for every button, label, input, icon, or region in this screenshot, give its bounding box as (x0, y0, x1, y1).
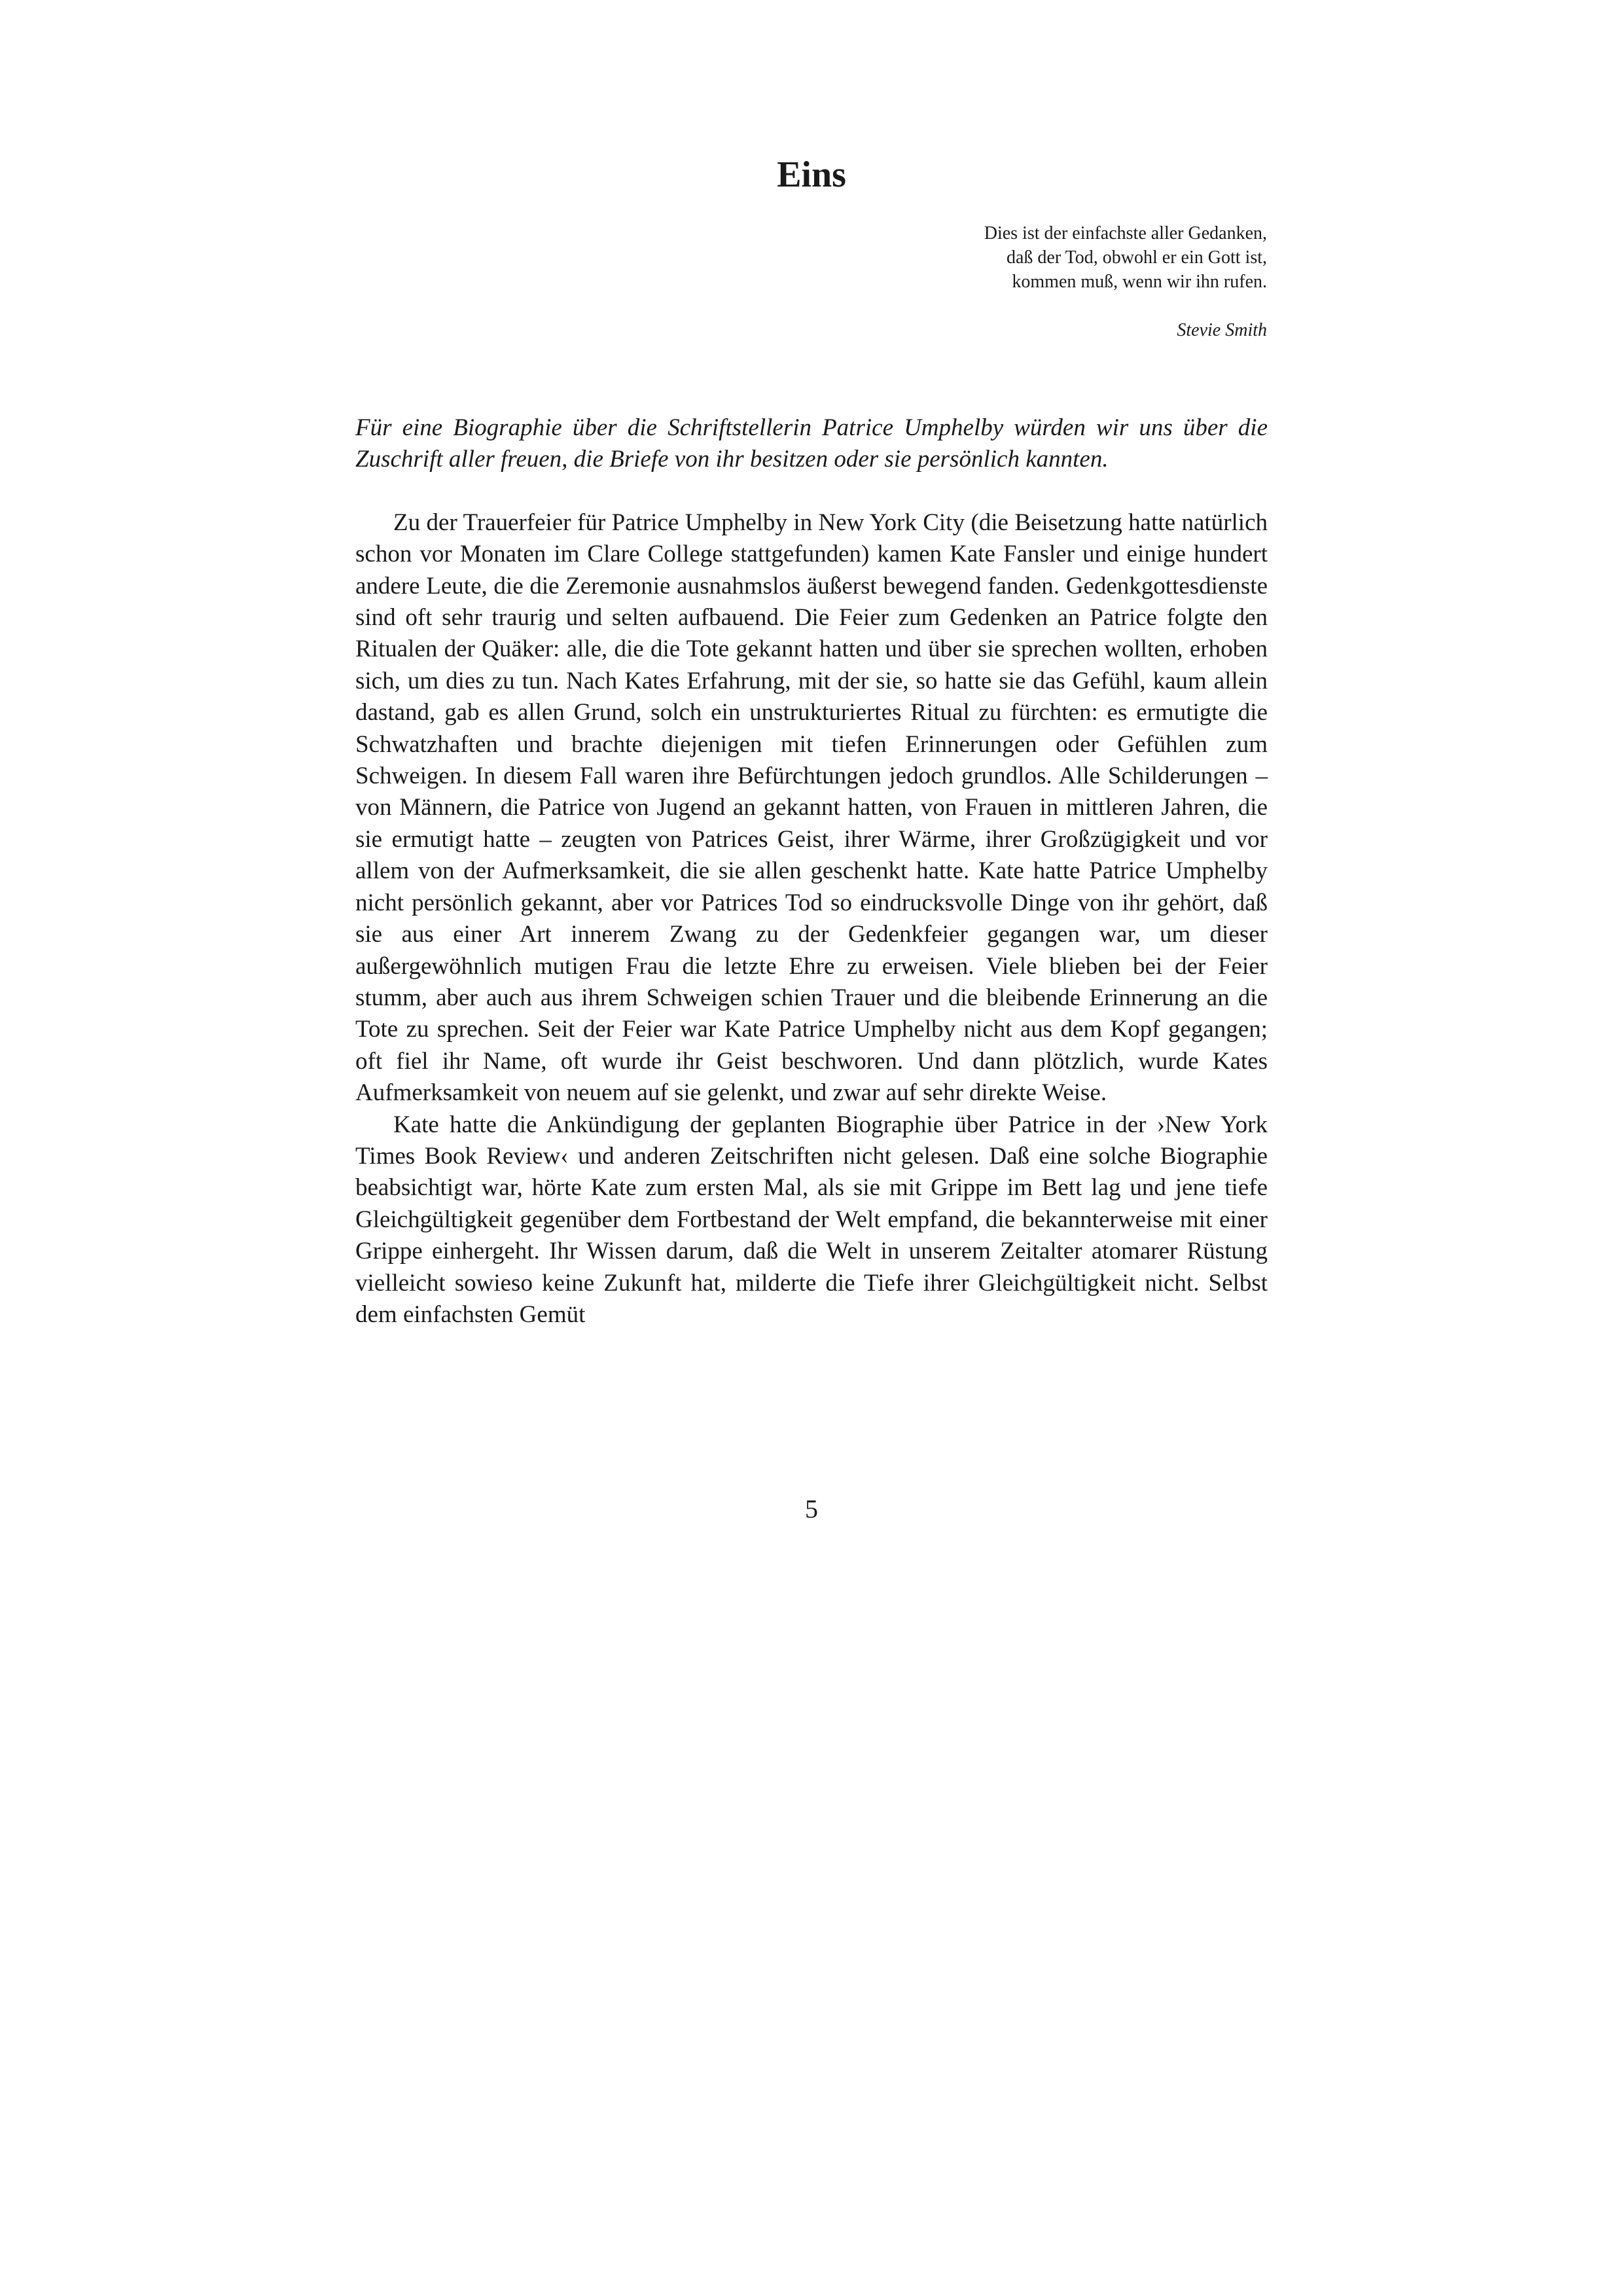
epigraph-line: Dies ist der einfachste aller Gedanken, (984, 223, 1267, 243)
epigraph-author: Stevie Smith (1177, 320, 1267, 340)
epigraph-line: kommen muß, wenn wir ihn rufen. (1012, 272, 1267, 292)
epigraph-line: daß der Tod, obwohl er ein Gott ist, (1006, 247, 1267, 268)
paragraph: Kate hatte die Ankündigung der geplanten Biographie über Patrice in der ›New York Times Book Review‹ und anderen Zeitschriften nicht gelesen. Daß eine solche Biographie beabsichtigt war, hörte Kate zum ersten Mal, als sie mit Grippe im Bett lag und jene tiefe Gleichgültigkeit gegenüber dem Fortbestand der Welt empfand, die bekannterweise mit einer Grippe einhergeht. Ihr Wissen darum, daß die Welt in unserem Zeitalter atomarer Rüstung vielleicht sowieso keine Zukunft hat, milderte die Tiefe ihrer Gleichgültigkeit nicht. Selbst dem einfachsten Gemüt (355, 1111, 1268, 1328)
paragraph: Zu der Trauerfeier für Patrice Umphelby in New York City (die Beisetzung hatte natürlich schon vor Monaten im Clare College stattgefunden) kamen Kate Fansler und einige hundert andere Leute, die die Zeremonie ausnahmslos äußerst bewegend fanden. Gedenkgottesdienste sind oft sehr traurig und selten aufbauend. Die Feier zum Gedenken an Patrice folgte den Ritualen der Quäker: alle, die die Tote gekannt hatten und über sie sprechen wollten, erhoben sich, um dies zu tun. Nach Kates Erfahrung, mit der sie, so hatte sie das Gefühl, kaum allein dastand, gab es allen Grund, solch ein unstrukturiertes Ritual zu fürchten: es ermutigte die Schwatzhaften und brachte diejenigen mit tiefen Erinnerungen oder Gefühlen zum Schweigen. In diesem Fall waren ihre Befürchtungen jedoch grundlos. Alle Schilderungen – von Männern, die Patrice von Jugend an gekannt hatten, von Frauen in mittleren Jahren, die sie ermutigt hatte – zeugten von Patrices Geist, ihrer Wärme, ihrer Großzügigkeit und vor allem von der Aufmerksamkeit, die sie allen geschenkt hatte. Kate hatte Patrice Umphelby nicht persönlich gekannt, aber vor Patrices Tod so eindrucksvolle Dinge von ihr gehört, daß sie aus einer Art innerem Zwang zu der Gedenkfeier gegangen war, um dieser außergewöhnlich mutigen Frau die letzte Ehre zu erweisen. Viele blieben bei der Feier stumm, aber auch aus ihrem Schweigen schien Trauer und die bleibende Erinnerung an die Tote zu sprechen. Seit der Feier war Kate Patrice Umphelby nicht aus dem Kopf gegangen; oft fiel ihr Name, oft wurde ihr Geist beschworen. Und dann plötzlich, wurde Kates Aufmerksamkeit von neuem auf sie gelenkt, und zwar auf sehr direkte Weise. (355, 509, 1268, 1107)
chapter-title: Eins (777, 154, 846, 195)
body-text (355, 412, 1268, 1331)
epigraph (678, 221, 1267, 342)
page-number: 5 (805, 1494, 818, 1524)
biography-notice: Für eine Biographie über die Schriftstellerin Patrice Umphelby würden wir uns über die Zuschrift aller freuen, die Briefe von ihr besitzen oder sie persönlich kannten. (355, 414, 1268, 473)
